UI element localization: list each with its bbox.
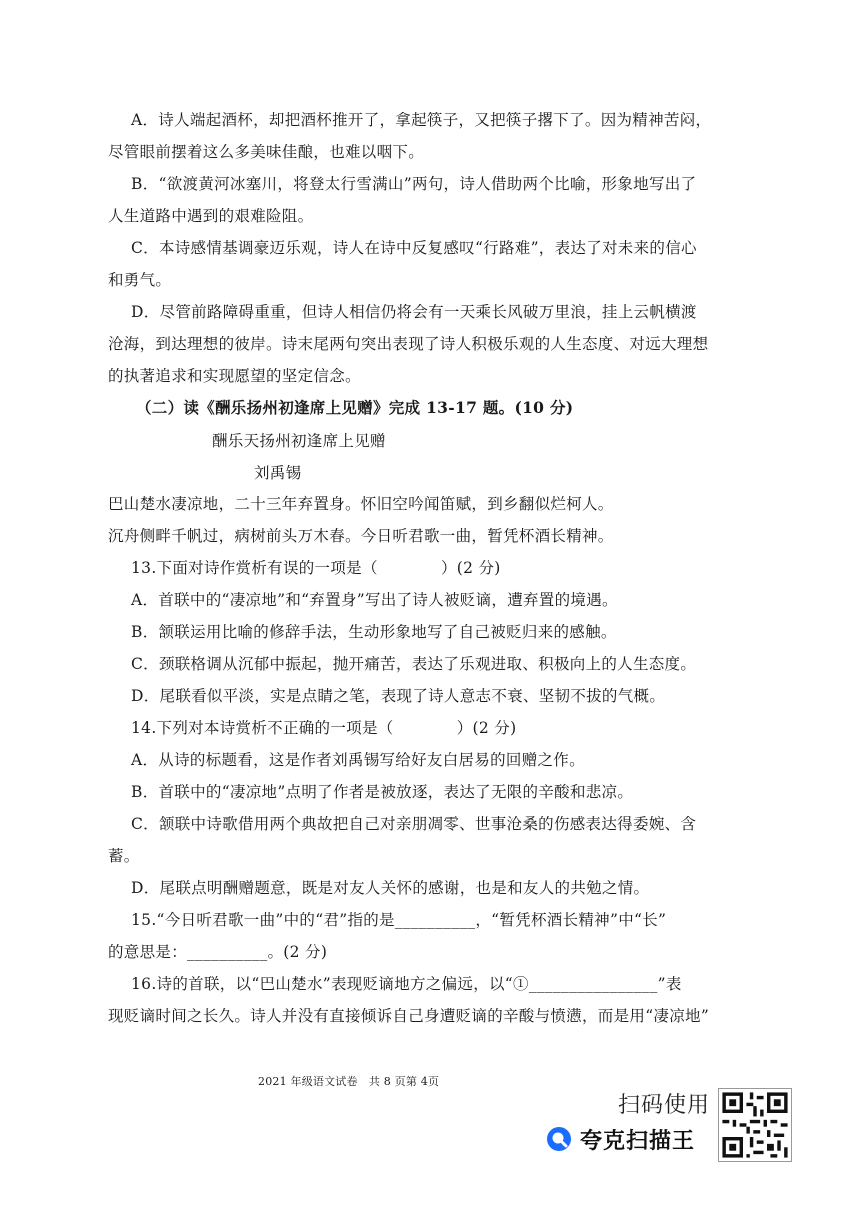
text-line: 的意思是：__________。(2 分)	[108, 943, 328, 961]
text-line: 酬乐天扬州初逢席上见赠	[212, 432, 386, 450]
text-line: 14.下列对本诗赏析不正确的一项是（ ）(2 分)	[131, 719, 517, 737]
text-line: C．颔联中诗歌借用两个典故把自己对亲朋凋零、世事沧桑的伤感表达得委婉、含	[131, 815, 697, 833]
brand-row	[546, 1124, 695, 1154]
text-line: A．从诗的标题看，这是作者刘禹锡写给好友白居易的回赠之作。	[131, 751, 585, 769]
quark-logo-icon	[546, 1126, 572, 1152]
text-line: D．尽管前路障碍重重，但诗人相信仍将会有一天乘长风破万里浪，挂上云帆横渡	[131, 303, 697, 321]
text-line: 13.下面对诗作赏析有误的一项是（ ）(2 分)	[131, 559, 501, 577]
text-line: 沧海，到达理想的彼岸。诗末尾两句突出表现了诗人积极乐观的人生态度、对远大理想	[108, 335, 709, 353]
scan-prompt: 扫码使用	[617, 1093, 710, 1118]
text-line: B．“欲渡黄河冰塞川，将登太行雪满山”两句，诗人借助两个比喻，形象地写出了	[131, 175, 697, 193]
text-line: D．尾联点明酬赠题意，既是对友人关怀的感谢，也是和友人的共勉之情。	[131, 879, 650, 897]
text-line: B．首联中的“凄凉地”点明了作者是被放逐，表达了无限的辛酸和悲凉。	[131, 783, 634, 801]
brand-name: 夸克扫描王	[580, 1128, 696, 1154]
text-line: 人生道路中遇到的艰难险阻。	[108, 207, 314, 225]
text-line: 和勇气。	[108, 271, 172, 289]
text-line: 尽管眼前摆着这么多美味佳酿，也难以咽下。	[108, 143, 425, 161]
text-line: C．颈联格调从沉郁中振起，抛开痛苦，表达了乐观进取、积极向上的人生态度。	[131, 655, 697, 673]
text-line: 16.诗的首联，以“巴山楚水”表现贬谪地方之偏远，以“①________________”表	[131, 975, 682, 993]
text-line: （二）读《酬乐扬州初逢席上见赠》完成 13-17 题。(10 分)	[136, 398, 574, 417]
text-line: 巴山楚水凄凉地，二十三年弃置身。怀旧空吟闻笛赋，到乡翻似烂柯人。	[108, 495, 614, 513]
text-line: 蓄。	[108, 847, 140, 865]
qr-code-icon[interactable]	[718, 1088, 792, 1162]
text-line: A．诗人端起酒杯，却把酒杯推开了，拿起筷子，又把筷子撂下了。因为精神苦闷，	[131, 111, 712, 129]
text-line: 15.“今日听君歌一曲”中的“君”指的是__________，“暂凭杯酒长精神”中“长”	[131, 911, 667, 929]
text-line: B．颔联运用比喻的修辞手法，生动形象地写了自己被贬归来的感触。	[131, 623, 617, 641]
text-line: 刘禹锡	[254, 464, 302, 482]
text-line: C．本诗感情基调豪迈乐观，诗人在诗中反复感叹“行路难”，表达了对未来的信心	[131, 239, 697, 257]
page-footer: 2021 年级语文试卷 共 8 页第 4页	[258, 1075, 440, 1088]
text-line: A．首联中的“凄凉地”和“弃置身”写出了诗人被贬谪，遭弃置的境遇。	[131, 591, 618, 609]
text-line: 现贬谪时间之长久。诗人并没有直接倾诉自己身遭贬谪的辛酸与愤懑，而是用“凄凉地”	[108, 1007, 710, 1025]
text-line: D．尾联看似平淡，实是点睛之笔，表现了诗人意志不衰、坚韧不拔的气概。	[131, 687, 666, 705]
text-line: 沉舟侧畔千帆过，病树前头万木春。今日听君歌一曲，暂凭杯酒长精神。	[108, 527, 614, 545]
text-line: 的执著追求和实现愿望的坚定信念。	[108, 367, 361, 385]
scan-watermark	[546, 1086, 796, 1158]
